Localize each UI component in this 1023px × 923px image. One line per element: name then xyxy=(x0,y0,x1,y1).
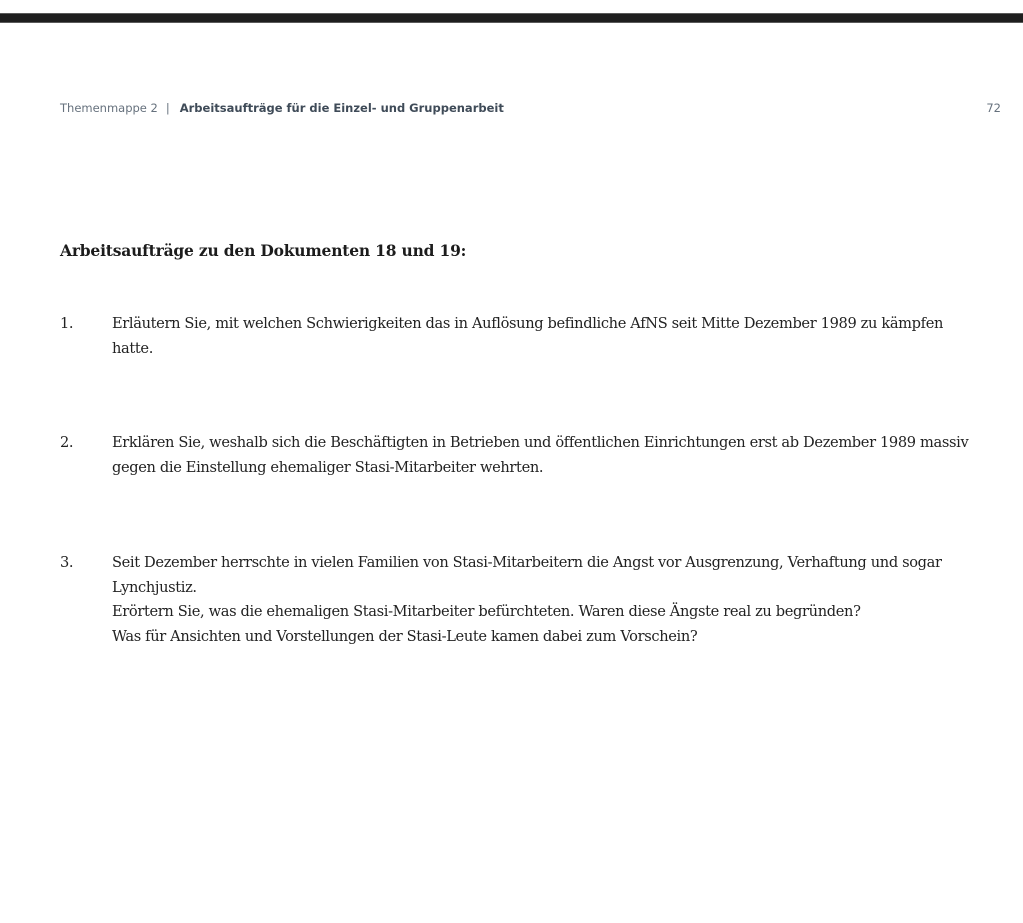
task-line: Seit Dezember herrschte in vielen Familien von Stasi-Mitarbeitern die Angst vor Ausgrenzung, Verhaftung und sogar xyxy=(112,554,942,571)
header-separator: | xyxy=(165,101,170,115)
page-number: 72 xyxy=(986,101,1001,115)
task-text xyxy=(112,431,1005,480)
task-line: Erklären Sie, weshalb sich die Beschäftigten in Betrieben und öffentlichen Einrichtungen erst ab Dezember 1989 massiv xyxy=(112,434,969,451)
task-item xyxy=(60,551,1005,649)
task-line: gegen die Einstellung ehemaliger Stasi-Mitarbeiter wehrten. xyxy=(112,458,544,476)
task-number: 1. xyxy=(60,315,74,332)
task-number: 3. xyxy=(60,554,74,571)
tasks-heading: Arbeitsaufträge zu den Dokumenten 18 und 19: xyxy=(60,241,467,260)
task-item xyxy=(60,431,1005,480)
header-section-title: Arbeitsaufträge für die Einzel- und Gruppenarbeit xyxy=(179,101,504,115)
task-line: Erörtern Sie, was die ehemaligen Stasi-Mitarbeiter befürchteten. Waren diese Ängste real zu begründen? xyxy=(112,603,861,620)
header-series: Themenmappe 2 xyxy=(60,101,158,115)
running-header xyxy=(60,101,1001,115)
task-line: hatte. xyxy=(112,339,154,357)
task-line: Was für Ansichten und Vorstellungen der Stasi-Leute kamen dabei zum Vorschein? xyxy=(112,627,698,645)
viewer-top-bar xyxy=(0,13,1023,23)
task-item xyxy=(60,312,1005,361)
task-number: 2. xyxy=(60,434,74,451)
task-text xyxy=(112,312,1005,361)
task-line: Lynchjustiz. xyxy=(112,578,197,596)
task-text xyxy=(112,551,1005,649)
task-line: Erläutern Sie, mit welchen Schwierigkeiten das in Auflösung befindliche AfNS seit Mitte Dezember 1989 zu kämpfen xyxy=(112,315,944,332)
